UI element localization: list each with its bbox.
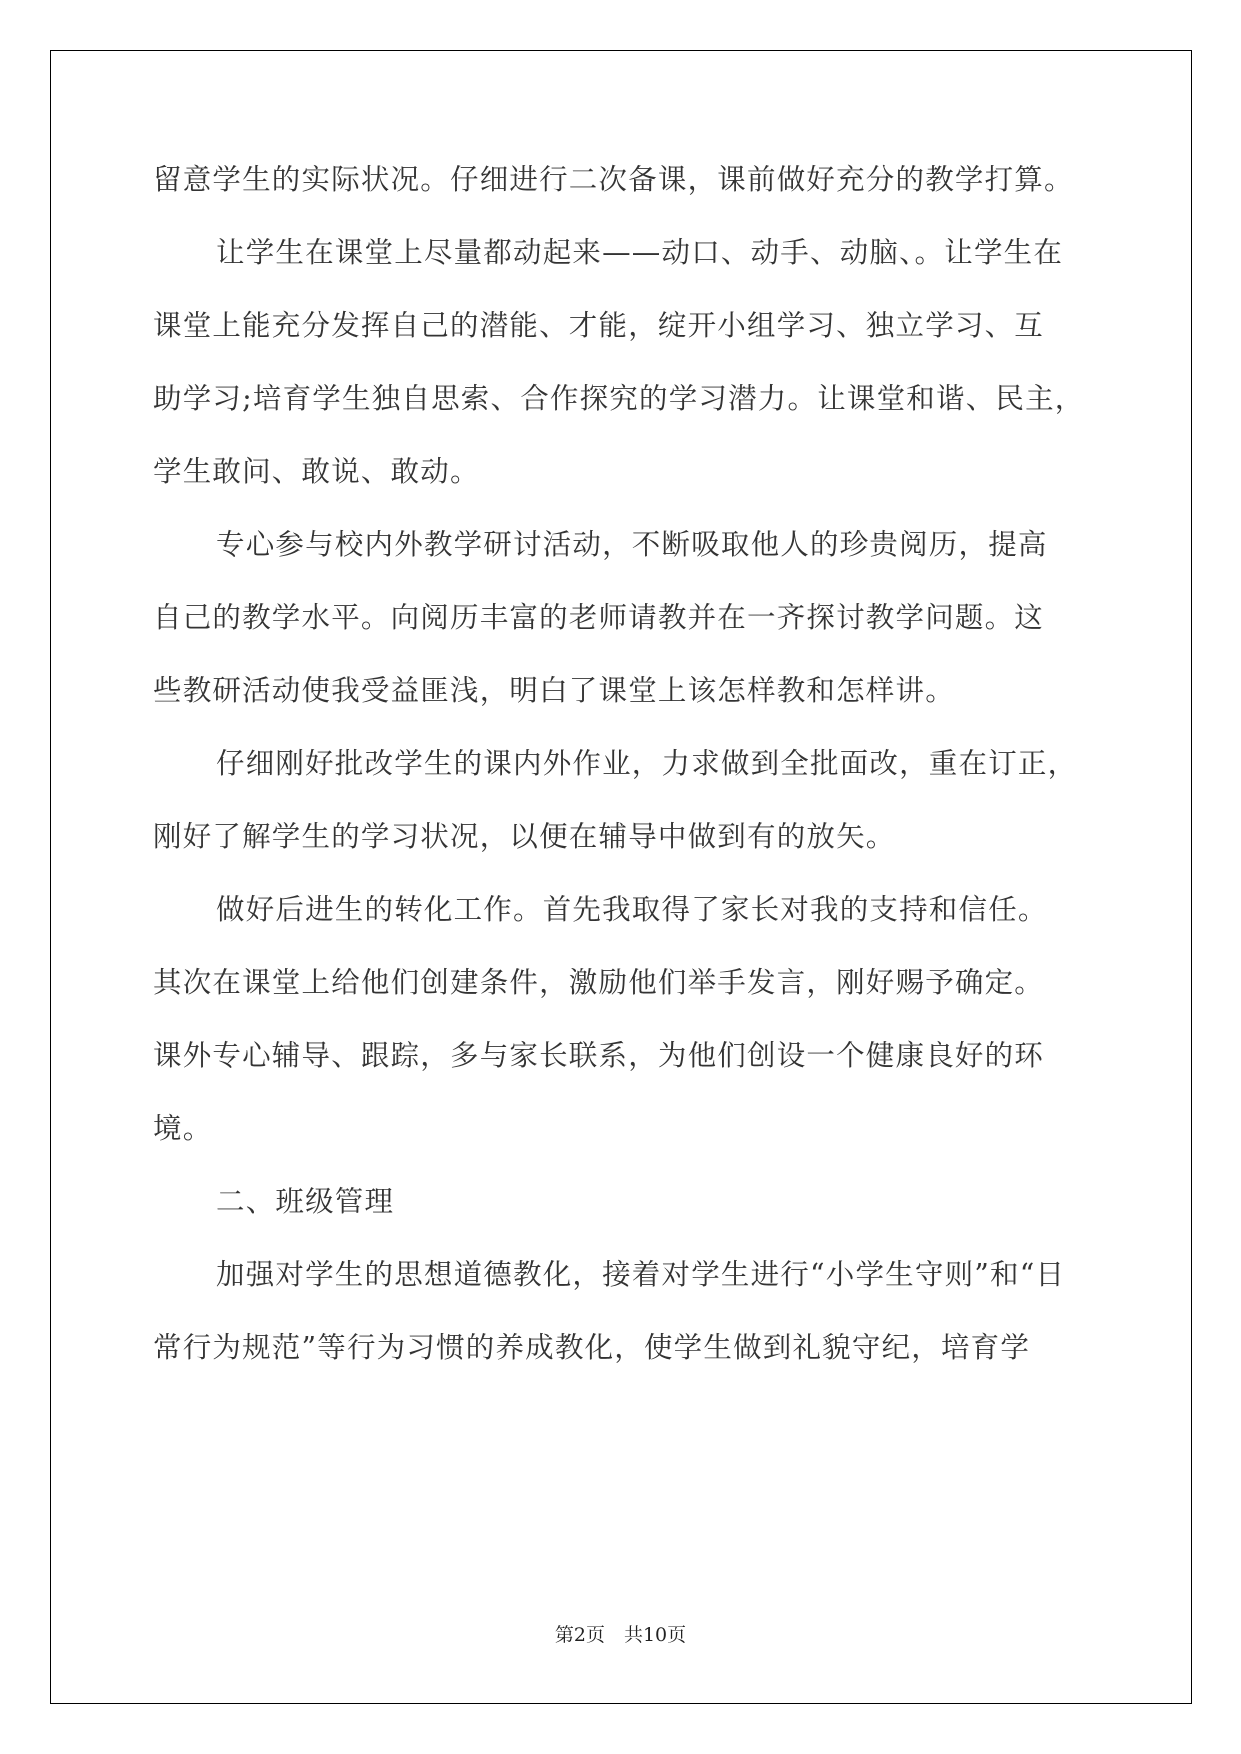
text-line: 课外专心辅导、跟踪，多与家长联系，为他们创设一个健康良好的环 <box>153 1039 1045 1072</box>
page-number-footer: 第2页 共10页 <box>554 1624 687 1646</box>
text-line: 些教研活动使我受益匪浅，明白了课堂上该怎样教和怎样讲。 <box>153 674 955 707</box>
text-line: 其次在课堂上给他们创建条件，激励他们举手发言，刚好赐予确定。 <box>153 966 1045 999</box>
text-line: 课堂上能充分发挥自己的潜能、才能，绽开小组学习、独立学习、互 <box>153 309 1045 342</box>
text-line: 助学习;培育学生独自思索、合作探究的学习潜力。让课堂和谐、民主， <box>153 382 1085 415</box>
page-border <box>50 50 1192 1704</box>
paragraph-first-line: 专心参与校内外教学研讨活动，不断吸取他人的珍贵阅历，提高 <box>216 528 1048 561</box>
section-heading: 二、班级管理 <box>216 1185 395 1218</box>
text-line: 学生敢问、敢说、敢动。 <box>153 455 480 488</box>
text-line: 境。 <box>153 1112 213 1145</box>
paragraph-first-line: 做好后进生的转化工作。首先我取得了家长对我的支持和信任。 <box>216 893 1048 926</box>
text-line: 刚好了解学生的学习状况，以便在辅导中做到有的放矢。 <box>153 820 896 853</box>
text-line: 自己的教学水平。向阅历丰富的老师请教并在一齐探讨教学问题。这 <box>153 601 1045 634</box>
paragraph-first-line: 加强对学生的思想道德教化，接着对学生进行“小学生守则”和“日 <box>216 1258 1066 1291</box>
paragraph-first-line: 让学生在课堂上尽量都动起来——动口、动手、动脑、。让学生在 <box>216 236 1064 269</box>
text-line: 常行为规范”等行为习惯的养成教化，使学生做到礼貌守纪，培育学 <box>153 1331 1031 1364</box>
text-line: 留意学生的实际状况。仔细进行二次备课，课前做好充分的教学打算。 <box>153 163 1074 196</box>
paragraph-first-line: 仔细刚好批改学生的课内外作业，力求做到全批面改，重在订正， <box>216 747 1078 780</box>
